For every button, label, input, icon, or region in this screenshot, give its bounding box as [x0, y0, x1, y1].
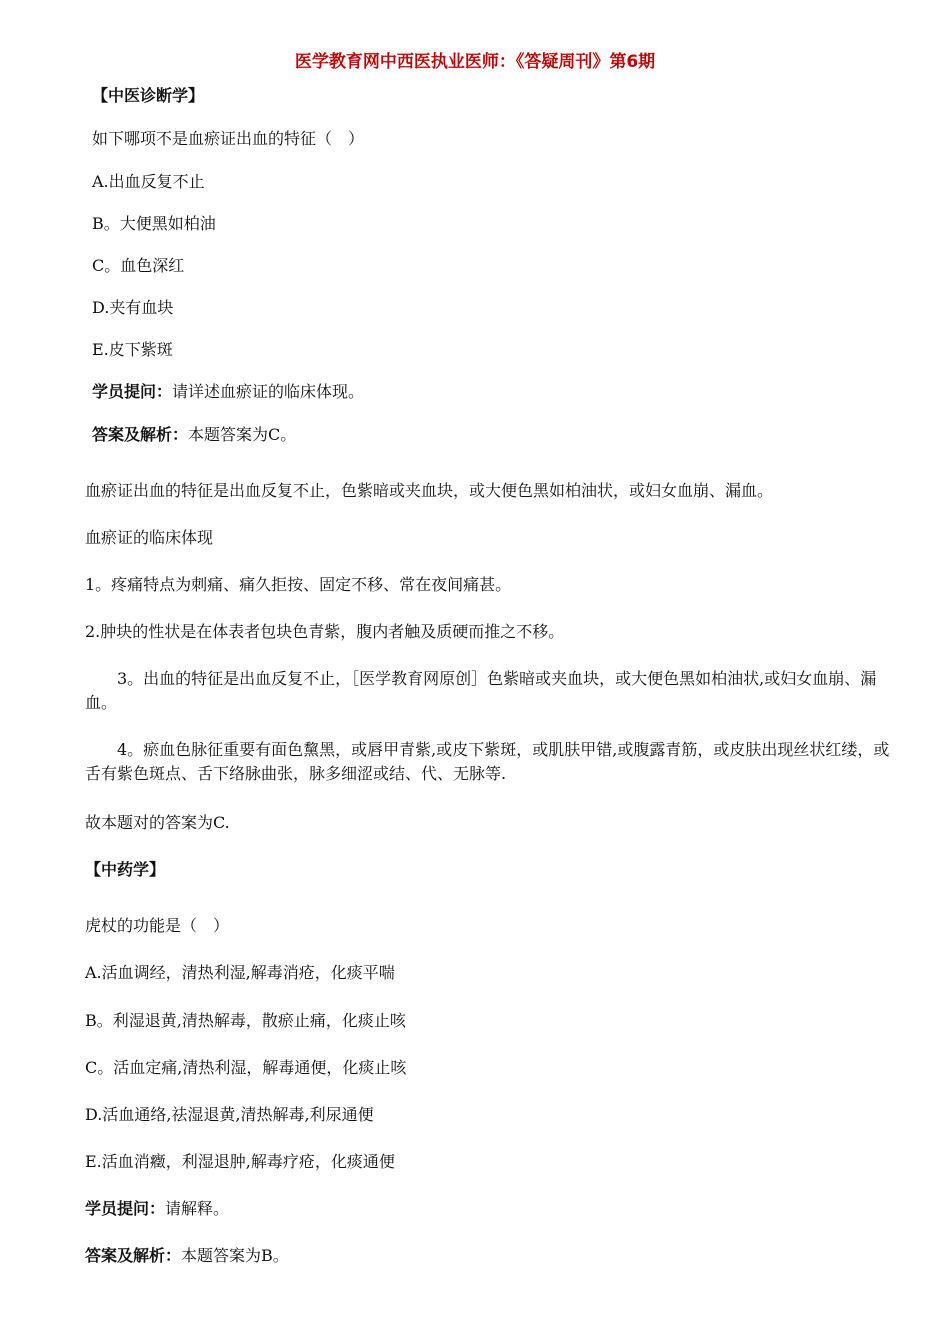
option-e: E.皮下紫斑	[92, 340, 173, 359]
question-text: 如下哪项不是血瘀证出血的特征（ ）	[92, 129, 365, 148]
explanation-paragraph: 血瘀证出血的特征是出血反复不止，色紫暗或夹血块，或大便色黑如柏油状，或妇女血崩、漏血。	[85, 481, 774, 500]
option-e-2: E.活血消癥，利湿退肿,解毒疗疮，化痰通便	[85, 1152, 395, 1171]
section-heading-herbal-medicine: 【中药学】	[85, 860, 166, 879]
answer-text-2: 本题答案为B。	[181, 1246, 289, 1265]
explanation-subheading: 血瘀证的临床体现	[85, 528, 214, 547]
point-1: 1。疼痛特点为刺痛、痛久拒按、固定不移、常在夜间痛甚。	[85, 575, 512, 594]
student-question-text-2: 请解释。	[165, 1199, 230, 1218]
student-question	[92, 380, 364, 404]
question-text-2: 虎杖的功能是（ ）	[85, 916, 230, 935]
option-b-2: B。利湿退黄,清热解毒，散瘀止痛，化痰止咳	[85, 1011, 406, 1030]
section-heading-tcm-diagnosis: 【中医诊断学】	[92, 86, 205, 105]
point-4: 4。瘀血色脉征重要有面色黧黑，或唇甲青紫,或皮下紫斑，或肌肤甲错,或腹露青筋，或皮肤出现丝状红缕，或舌有紫色斑点、舌下络脉曲张，脉多细涩或结、代、无脉等.	[85, 740, 890, 783]
answer-label: 答案及解析：	[92, 425, 189, 444]
option-d: D.夹有血块	[92, 298, 174, 317]
option-d-2: D.活血通络,祛湿退黄,清热解毒,利尿通便	[85, 1105, 374, 1124]
student-question-label-2: 学员提问：	[85, 1199, 166, 1218]
option-c: C。血色深红	[92, 256, 185, 275]
option-b: B。大便黑如柏油	[92, 214, 216, 233]
option-a-2: A.活血调经，清热利湿,解毒消疮，化痰平喘	[85, 963, 395, 982]
answer-label-2: 答案及解析：	[85, 1246, 182, 1265]
answer-line	[92, 423, 296, 447]
page-title: 医学教育网中西医执业医师：《答疑周刊》第6期	[294, 52, 656, 72]
answer-text: 本题答案为C。	[188, 425, 297, 444]
option-a: A.出血反复不止	[92, 172, 205, 191]
student-question-label: 学员提问：	[92, 382, 173, 401]
answer-line-2	[85, 1244, 289, 1268]
point-3: 3。出血的特征是出血反复不止，［医学教育网原创］色紫暗或夹血块，或大便色黑如柏油状,或妇女血崩、漏血。	[85, 669, 877, 712]
student-question-text: 请详述血瘀证的临床体现。	[172, 382, 365, 401]
option-c-2: C。活血定痛,清热利湿，解毒通便，化痰止咳	[85, 1058, 407, 1077]
conclusion: 故本题对的答案为C.	[85, 813, 230, 832]
student-question-2	[85, 1197, 229, 1221]
point-2: 2.肿块的性状是在体表者包块色青紫，腹内者触及质硬而推之不移。	[85, 622, 565, 641]
